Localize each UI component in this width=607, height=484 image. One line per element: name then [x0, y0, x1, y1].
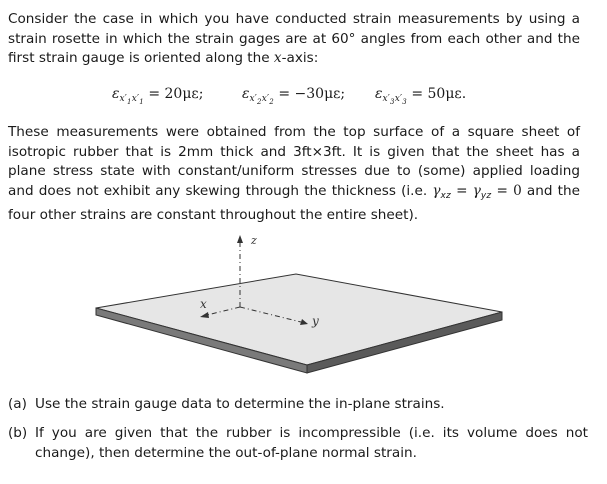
question-a — [8, 395, 588, 415]
intro-text-end: -axis: — [281, 50, 319, 67]
measurements-paragraph — [8, 123, 580, 226]
strain-value: = 20με; — [143, 86, 204, 102]
strain-subscript: x′2x′2 — [249, 94, 274, 106]
strain-symbol: ε — [112, 86, 120, 102]
strain-symbol: ε — [375, 86, 383, 102]
question-b — [8, 424, 588, 463]
question-b-text: If you are given that the rubber is incompressible (i.e. its volume does not change), then determine the out-of-plane normal strain. — [35, 425, 588, 461]
measurements-text: These measurements were obtained from the top surface of a square sheet of isotropic rubber that is 2mm thick and 3ft×3ft. It is given that the sheet has a plane stress state with constant/uniform stresses due to (some) applied loading and does not exhibit any skewing through the thickness (i.e. — [8, 124, 580, 199]
question-b-label: (b) — [8, 425, 28, 441]
z-axis-label: z — [251, 234, 257, 247]
strain-equation-3 — [375, 86, 466, 106]
x-axis-label: x — [200, 297, 207, 311]
strain-subscript: x′1x′1 — [119, 94, 144, 106]
equals-zero: = 0 — [491, 182, 522, 199]
gamma-xz-symbol: γ — [432, 182, 441, 199]
rubber-sheet-figure — [0, 225, 607, 390]
gamma-yz-symbol: γ — [472, 182, 481, 199]
strain-equation-1 — [112, 86, 203, 106]
question-a-label: (a) — [8, 396, 27, 412]
intro-text: Consider the case in which you have conducted strain measurements by using a strain rosette in which the strain gages are at 60° angles from each other and the first strain gauge is oriented along the — [8, 11, 580, 67]
question-a-text: Use the strain gauge data to determine the in-plane strains. — [35, 396, 445, 412]
strain-value: = −30με; — [273, 86, 346, 102]
strain-subscript: x′3x′3 — [382, 94, 407, 106]
measurements-text-end: and the four other strains are constant throughout the entire sheet). — [8, 182, 580, 224]
strain-symbol: ε — [242, 86, 250, 102]
strain-value: = 50με. — [406, 86, 467, 102]
sheet-top-face — [96, 274, 502, 365]
intro-paragraph — [8, 10, 580, 69]
strain-equation-2 — [242, 86, 345, 106]
intro-axis-var: x — [273, 50, 282, 67]
equals-sign-1: = — [450, 182, 473, 199]
gamma-xz-subscript: xz — [440, 190, 451, 201]
z-axis-arrowhead — [237, 235, 243, 243]
y-axis-label: y — [312, 314, 319, 328]
gamma-yz-subscript: yz — [480, 190, 492, 201]
strain-equations — [0, 86, 607, 110]
